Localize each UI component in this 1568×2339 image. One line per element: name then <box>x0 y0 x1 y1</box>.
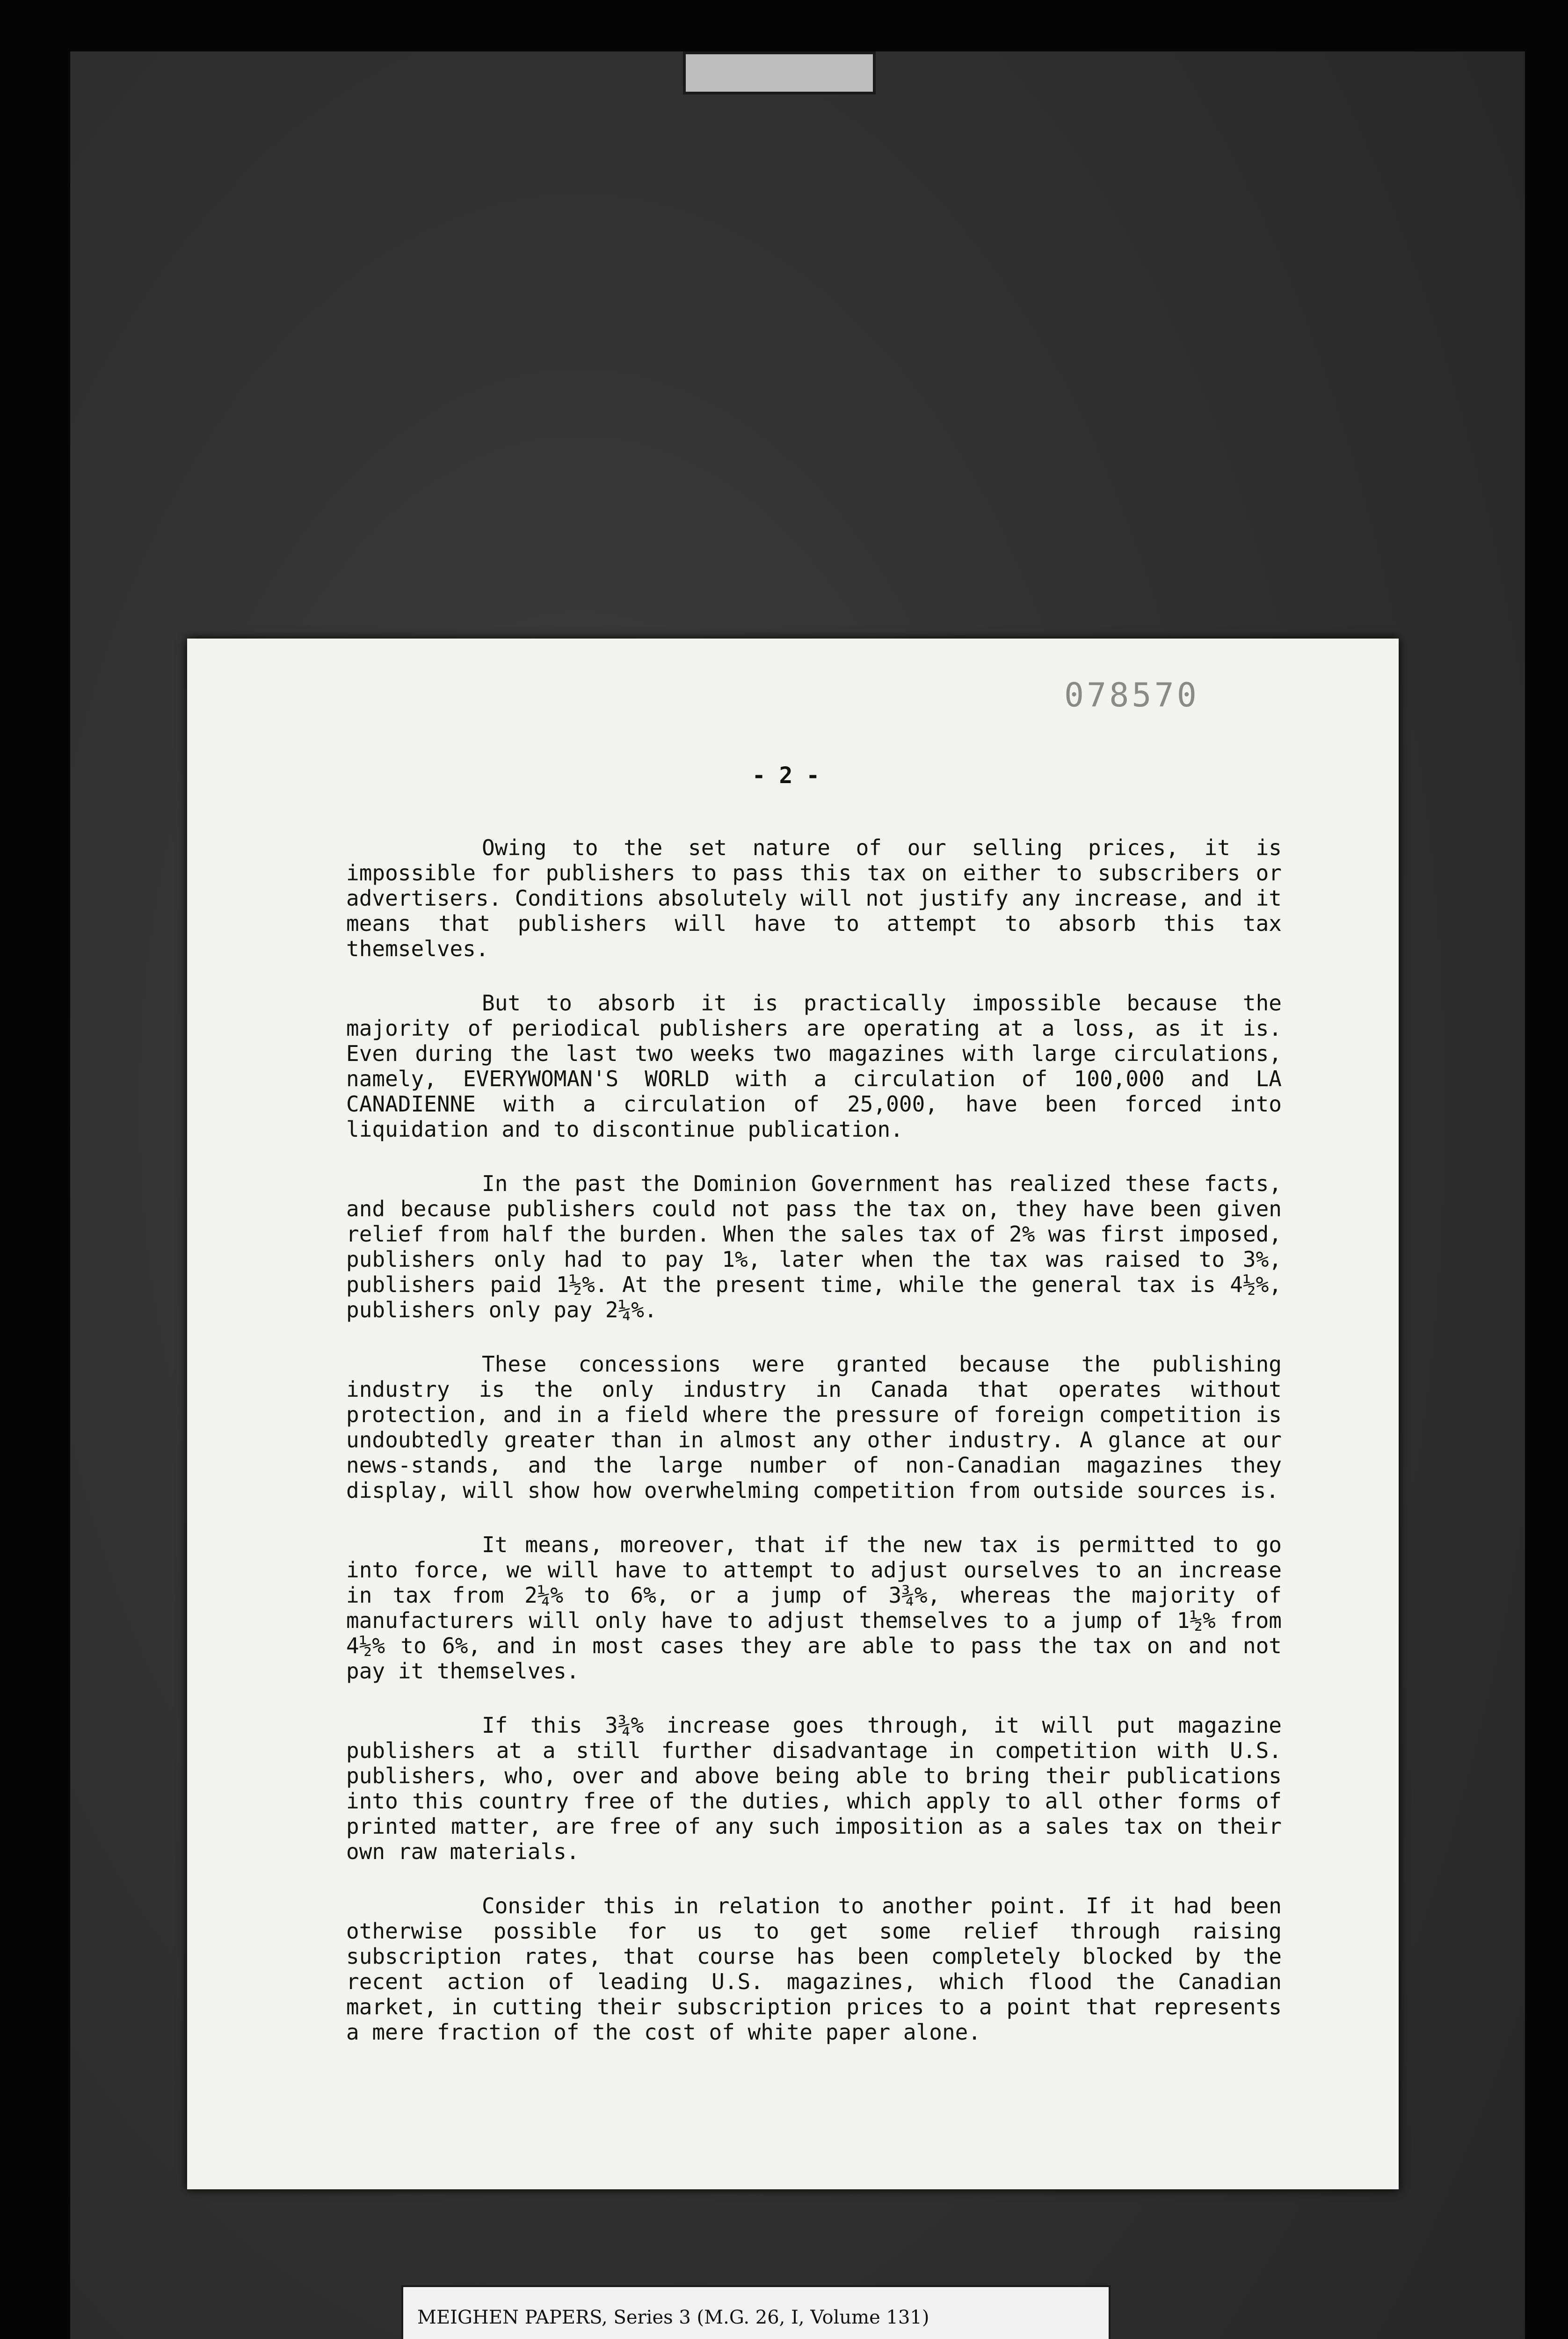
collection-label <box>401 2285 1111 2339</box>
document-page <box>187 639 1399 2189</box>
paragraph: It means, moreover, that if the new tax is permitted to go into force, we will have to attempt to adjust ourselves to an increase in tax from 2¼% to 6%, or a jump of 3¾%, whereas the majority of manufacturers will only have to adjust themselves to a jump of 1½% from 4½% to 6%, and in most cases they are able to pass the tax on and not pay it themselves. <box>346 1532 1282 1684</box>
paragraph: These concessions were granted because the publishing industry is the only industry in Canada that operates without protection, and in a field where the pressure of foreign competition is undoubtedly greater than in almost any other industry. A glance at our news-stands, and the large number of non-Canadian magazines they display, will show how overwhelming competition from outside sources is. <box>346 1351 1282 1503</box>
page-number: - 2 - <box>752 763 820 789</box>
paragraph: But to absorb it is practically impossible because the majority of periodical publishers are operating at a loss, as it is. Even during the last two weeks two magazines with large circulations, namely, EVERYWOMAN'S WORLD with a circulation of 100,000 and LA CANADIENNE with a circulation of 25,000, have been forced into liquidation and to discontinue publication. <box>346 990 1282 1142</box>
collection-label-text: MEIGHEN PAPERS, Series 3 (M.G. 26, I, Volume 131) <box>417 2307 929 2328</box>
document-body <box>346 835 1282 2051</box>
paragraph: If this 3¾% increase goes through, it will put magazine publishers at a still further disadvantage in competition with U.S. publishers, who, over and above being able to bring their publications into this country free of the duties, which apply to all other forms of printed matter, are free of any such imposition as a sales tax on their own raw materials. <box>346 1713 1282 1864</box>
paragraph: Consider this in relation to another point. If it had been otherwise possible for us to get some relief through raising subscription rates, that course has been completely blocked by the recent action of leading U.S. magazines, which flood the Canadian market, in cutting their subscription prices to a point that represents a mere fraction of the cost of white paper alone. <box>346 1893 1282 2045</box>
film-clip <box>683 51 876 94</box>
paragraph: In the past the Dominion Government has realized these facts, and because publishers could not pass the tax on, they have been given relief from half the burden. When the sales tax of 2% was first imposed, publishers only had to pay 1%, later when the tax was raised to 3%, publishers paid 1½%. At the present time, while the general tax is 4½%, publishers only pay 2¼%. <box>346 1171 1282 1322</box>
stamp-number: 078570 <box>1064 676 1199 714</box>
paragraph: Owing to the set nature of our selling prices, it is impossible for publishers to pass this tax on either to subscribers or advertisers. Conditions absolutely will not justify any increase, and it means that publishers will have to attempt to absorb this tax themselves. <box>346 835 1282 961</box>
